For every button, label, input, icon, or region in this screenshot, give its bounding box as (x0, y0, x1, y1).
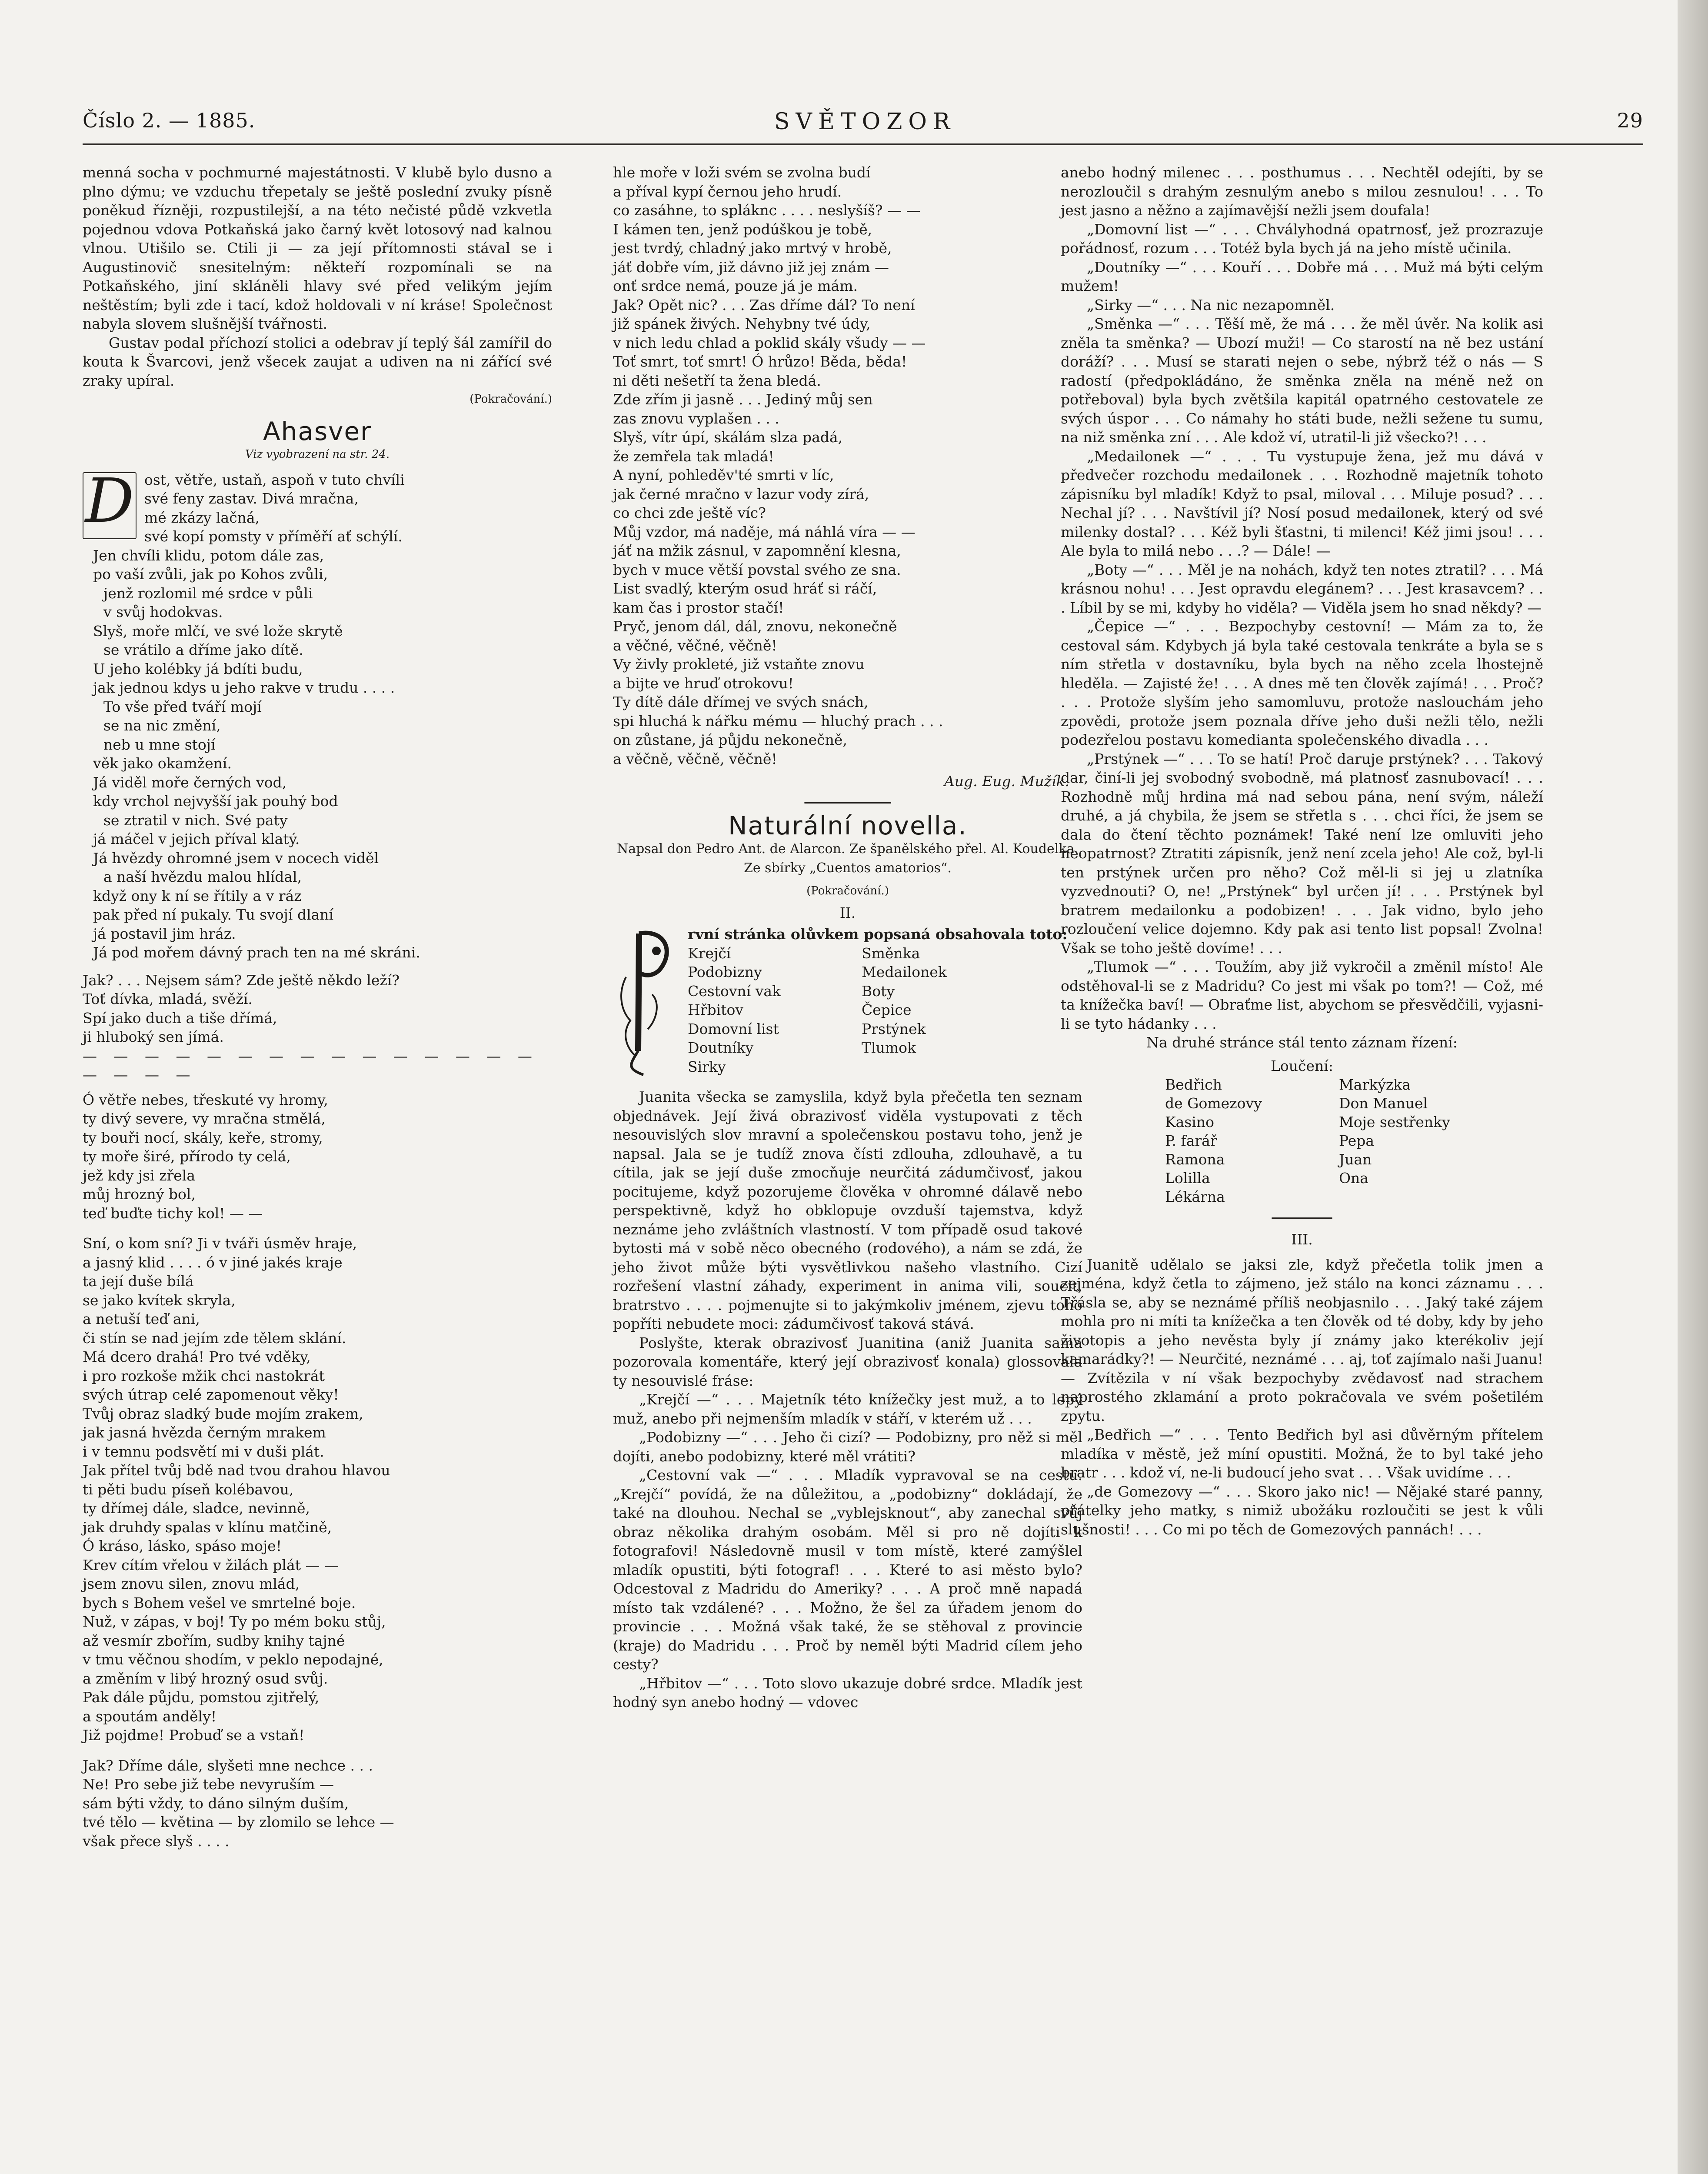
verse-line: a netuší teď ani, (83, 1310, 200, 1327)
verse-line: věk jako okamžení. (93, 755, 232, 772)
verse-line: teď buďte tichy kol! — — (83, 1204, 263, 1222)
chapter-opening (613, 925, 1082, 1076)
order-list-left (688, 944, 853, 1077)
list-item: Podobizny (688, 964, 762, 980)
verse-line: jež kdy jsi zřela (83, 1167, 196, 1184)
poem-stanza-1 (83, 465, 552, 962)
verse-line: jak černé mračno v lazur vody zírá, (613, 485, 869, 503)
list-item: Doutníky (688, 1039, 754, 1056)
verse-line: Vy živly prokleté, již vstaňte znovu (613, 656, 865, 673)
column-1 (83, 163, 552, 1851)
story-paragraph: „Bedřich —“ . . . Tento Bedřich byl asi důvěrným přítelem mladíka v městě, jež míní opustiti. Možná, že to byl také jeho bratr . . . kdož ví, ne-li budoucí jeho svat . . . Však uvidíme . . . (1061, 1426, 1543, 1481)
list-item: Lékárna (1165, 1188, 1225, 1205)
verse-line: i v temnu podsvětí mi v duši plát. (83, 1443, 324, 1460)
verse-line: že zemřela tak mladá! (613, 447, 774, 465)
chapter-heading: III. (1291, 1231, 1313, 1248)
list-item: Juan (1339, 1151, 1372, 1168)
novel-byline: Napsal don Pedro Ant. de Alarcon. Ze španělského přel. Al. Koudelka. (617, 841, 1079, 857)
verse-line: se jako kvítek skryla, (83, 1291, 236, 1309)
list-item: Medailonek (862, 964, 947, 980)
verse-line: List svadlý, kterým osud hráť si ráčí, (613, 580, 877, 597)
verse-line: se ztratil v nich. Své paty (103, 811, 288, 829)
list-item: Krejčí (688, 944, 731, 962)
verse-line: mé zkázy lačná, (144, 509, 260, 526)
story-paragraph: „Doutníky —“ . . . Kouří . . . Dobře má . . . Muž má býti celým mužem! (1061, 258, 1543, 294)
verse-line: Ó větře nebes, třeskuté vy hromy, (83, 1091, 328, 1108)
verse-line: Já pod mořem dávný prach ten na mé skráni. (93, 944, 420, 961)
verse-line: a změním v libý hrozný osud svůj. (83, 1670, 328, 1687)
section-divider (1272, 1217, 1332, 1219)
poem-stanza-3 (83, 1090, 552, 1223)
verse-line: a příval kypí černou jeho hrudí. (613, 183, 842, 200)
verse-line: neb u mne stojí (103, 736, 216, 753)
list-item: Kasino (1165, 1114, 1214, 1130)
verse-line: jáť na mžik zásnul, v zapomnění klesna, (613, 542, 901, 559)
order-list (688, 944, 1082, 1077)
story-paragraph: Gustav podal příchozí stolici a odebrav jí teplý šál zamířil do kouta k Švarcovi, jenž všecek zaujat a udiven na ni zářící své zraky upíral. (83, 334, 552, 389)
header-rule (83, 143, 1643, 145)
verse-line: Ty dítě dále dřímej ve svých snách, (613, 694, 869, 710)
poem-stanza-5 (83, 1756, 552, 1851)
verse-line: pak před ní pukaly. Tu svojí dlaní (93, 906, 334, 923)
verse-line: kdy vrchol nejvyšší jak pouhý bod (93, 793, 338, 810)
verse-line: ost, větře, ustaň, aspoň v tuto chvíli (144, 471, 405, 488)
list-item: Ramona (1165, 1151, 1225, 1168)
verse-line: Ne! Pro sebe již tebe nevyruším — (83, 1776, 334, 1793)
verse-line: Ó kráso, lásko, spáso moje! (83, 1537, 282, 1554)
verse-line: v tmu věčnou shodím, v peklo nepodajné, (83, 1651, 383, 1668)
verse-line: ty dřímej dále, sladce, nevinně, (83, 1500, 310, 1517)
list-item: Don Manuel (1339, 1095, 1428, 1112)
verse-line: já máčel v jejich příval klatý. (93, 830, 300, 847)
verse-line: či stín se nad jejím zde tělem sklání. (83, 1329, 346, 1347)
verse-line: jest tvrdý, chladný jako mrtvý v hrobě, (613, 240, 892, 257)
drop-cap: D (83, 472, 137, 539)
verse-line: To vše před tváří mojí (103, 698, 262, 715)
dash-separator: — — — — — — — — — — — — — — — — — — — (83, 1047, 538, 1083)
verse-line: v svůj hodokvas. (103, 604, 223, 620)
verse-line: když ony k ní se řítily a v ráz (93, 887, 302, 904)
verse-line: A nyní, pohleděv'té smrti v líc, (613, 467, 834, 483)
verse-line: Zde zřím ji jasně . . . Jediný můj sen (613, 391, 873, 408)
verse-line: Můj vzdor, má naděje, má náhlá víra — — (613, 523, 916, 540)
verse-line: po vaší zvůli, jak po Kohos zvůli, (93, 566, 328, 583)
verse-line: ta její duše bílá (83, 1273, 194, 1290)
verse-line: Toť smrt, toť smrt! Ó hrůzo! Běda, běda! (613, 353, 907, 370)
verse-line: však přece slyš . . . . (83, 1832, 230, 1850)
story-paragraph: „de Gomezovy —“ . . . Skoro jako nic! — Nějaké staré panny, přátelky jeho matky, s nimiž ubožáku rozloučiti se jest k vůli slušnosti! . . . Co mi po těch de Gomezových pannách! . . . (1061, 1483, 1543, 1538)
novel-collection: Ze sbírky „Cuentos amatorios“. (744, 860, 952, 876)
continuation-note: (Pokračování.) (806, 884, 889, 897)
story-paragraph: Poslyšte, kterak obrazivosť Juanitina (aniž Juanita sama pozorovala komentáře, který její obrazivosť konala) glossovala ty nesouvislé fráse: (613, 1334, 1082, 1389)
verse-line: tvé tělo — květina — by zlomilo se lehce — (83, 1814, 394, 1831)
verse-line: co zasáhne, to spláknc . . . . neslyšíš? — — (613, 202, 921, 219)
story-paragraph: „Medailonek —“ . . . Tu vystupuje žena, jež mu dává v předvečer rozchodu medailonek . . . Rozhodně majetník tohoto zápisníku byl mladík! Když to psal, miloval . . . Miluje posud? . . . Nechal jí? . . . Navštívil jí? Nosí posud medailonek, který od své milenky dostal? . . . Kéž byli šťastni, ti milenci! Kéž jimi jsou! . . . Ale byla to milá nebo . . .? — Dále! — (1061, 447, 1543, 559)
poem-title: Ahasver (263, 416, 372, 446)
verse-line: U jeho kolébky já bdíti budu, (93, 660, 303, 677)
story-paragraph: „Krejčí —“ . . . Majetník této knížečky jest muž, a to lepý muž, anebo při nejmenším mladík v stáří, v kterém už . . . (613, 1391, 1082, 1427)
verse-line: Krev cítím vřelou v žilách plát — — (83, 1556, 339, 1574)
story-paragraph: Na druhé stránce stál tento záznam řízení: (1146, 1034, 1458, 1051)
verse-line: onť srdce nemá, pouze já je mám. (613, 277, 858, 294)
verse-line: můj hrozný bol, (83, 1186, 196, 1203)
story-paragraph: „Domovní list —“ . . . Chvályhodná opatrnosť, jež prozrazuje pořádnosť, rozum . . . Totéž byla bych já na jeho místě učinila. (1061, 220, 1543, 257)
verse-line: Toť dívka, mladá, svěží. (83, 990, 253, 1007)
verse-line: on zůstane, já půjdu nekonečně, (613, 731, 847, 748)
farewell-list-left (1165, 1075, 1330, 1206)
verse-line: jenž rozlomil mé srdce v půli (103, 584, 313, 602)
story-paragraph: „Cestovní vak —“ . . . Mladík vypravoval se na cestu. „Krejčí“ povídá, že na důležitou, a „podobizny“ dokládají, že také na dlouhou. Nechal se „vyblejsknout“, aby zanechal svůj obraz několika drahým osobám. Měl si pro ně dojíti k fotografovi! Následovně musil v tom místě, které zamýšlel mladík opustiti, býti fotograf! . . . Které to asi město bylo? Odcestoval z Madridu do Ameriky? . . . A proč mně napadá místo tak vzdálené? . . . Možno, že šel za úřadem jenom do provincie . . . Možná však také, že se stěhoval z provincie (kraje) do Madridu . . . Proč by neměl býti Madrid cílem jeho cesty? (613, 1467, 1082, 1673)
verse-line: já postavil jim hráz. (93, 925, 236, 942)
page-header (83, 109, 1643, 143)
verse-line: Spí jako duch a tiše dřímá, (83, 1009, 277, 1027)
verse-line: Má dcero drahá! Pro tvé vděky, (83, 1348, 311, 1365)
list-item: Boty (862, 982, 895, 1000)
verse-line: Jak přítel tvůj bdě nad tvou drahou hlavou (83, 1462, 390, 1479)
verse-line: a věčné, věčné, věčně! (613, 637, 777, 654)
section-divider (804, 802, 891, 804)
verse-line: a bijte ve hruď otrokovu! (613, 674, 794, 692)
order-list-right (862, 944, 1027, 1077)
verse-line: ti pěti budu píseň kolébavou, (83, 1480, 294, 1498)
verse-line: ji hluboký sen jímá. (83, 1028, 224, 1045)
verse-line: ty divý severe, vy mračna stmělá, (83, 1110, 326, 1127)
novel-title: Naturální novella. (728, 810, 967, 840)
story-paragraph: menná socha v pochmurné majestátnosti. V klubě bylo dusno a plno dýmu; ve vzduchu třepetaly se ještě poslední zvuky písně poněkud řízněji, rozpustilejší, a na této nečisté půdě vzkvetla pojednou vdova Potkaňská jako čarný květ lotosový nad kalnou vlnou. Utišilo se. Ctili ji — za její přítomnosti stával se i Augustinovič snesitelným: někteří rozpomínali se na Potkaňského, jiní skláněli hlavy své před velikým jejím neštěstím; byli zde i tací, kdož holdovali v ní kráse! Společnost nabyla slovem slušnější tvářnosti. (83, 164, 552, 332)
verse-line: Já viděl moře černých vod, (93, 774, 287, 791)
verse-line: svých útrap celé zapomenout věky! (83, 1386, 339, 1403)
list-item: P. farář (1165, 1132, 1217, 1149)
chapter-heading: II. (839, 904, 856, 921)
story-paragraph: Juanitě udělalo se jaksi zle, když přečetla tolik jmen a zejména, když četla to zájmeno, jež stálo na konci záznamu . . . Třásla se, aby se neznámé příliš neobjasnilo . . . Jaký také zájem mohla pro ni míti ta knížečka a ten člověk od té doby, kdy by jeho životopis a jeho nevěsta byly jí známy jako kterékoliv její kamarádky?! — Neurčité, neznámé . . . aj, toť zajímalo naši Juanu! — Zvítězila v ní však bezpochyby zvědavosť nad strachem naprostého zklamání a proto pokračovala ve svém pošetilém zpytu. (1061, 1256, 1543, 1424)
verse-line: Jen chvíli klidu, potom dále zas, (93, 547, 324, 564)
verse-line: i pro rozkoše mžik chci nastokrát (83, 1367, 325, 1384)
story-paragraph: „Podobizny —“ . . . Jeho či cizí? — Podobizny, pro něž si měl dojíti, anebo podobizny, které měl vrátiti? (613, 1429, 1082, 1465)
list-item: Domovní list (688, 1020, 779, 1037)
farewell-list-right (1339, 1075, 1504, 1206)
verse-line: jáť dobře vím, již dávno již jej znám — (613, 258, 889, 276)
list-item: Ona (1339, 1170, 1368, 1187)
verse-line: sám býti vždy, to dáno silným duším, (83, 1794, 349, 1812)
story-paragraph: „Čepice —“ . . . Bezpochyby cestovní! — Mám za to, že cestoval sám. Kdybych já byla také cestovala tenkráte a byla se s ním střetla v dostavníku, byla bych na něho zcela lhostejně hleděla. — Zajisté že! . . . A dnes mě ten člověk zajímá! . . . Proč? . . . Protože slyším jeho samomluvu, protože naslouchám jeho zpovědi, protože jsem poznala dříve jeho duši nežli tělo, nežli podezřelou postavu komedianta společenského divadla . . . (1061, 618, 1543, 748)
list-item: Hřbitov (688, 1001, 744, 1018)
poem-continuation (613, 163, 1082, 768)
poem-signature: Aug. Eug. Mužík. (944, 773, 1069, 790)
verse-line: Sní, o kom sní? Ji v tváři úsměv hraje, (83, 1235, 357, 1252)
story-paragraph: anebo hodný milenec . . . posthumus . . . Nechtěl odejíti, by se nerozloučil s drahým zesnulým anebo s milou zesnulou! . . . To jest jasno a něžno a zajímavější nežli jsem doufala! (1061, 164, 1543, 219)
verse-line: I kámen ten, jenž podúškou je tobě, (613, 220, 872, 238)
verse-line: bych s Bohem vešel ve smrtelné boje. (83, 1594, 356, 1611)
verse-line: kam čas i prostor stačí! (613, 599, 784, 616)
verse-line: se vrátilo a dříme jako dítě. (103, 641, 303, 658)
verse-line: jsem znovu silen, znovu mlád, (83, 1575, 300, 1592)
verse-line: Jak? Dříme dále, slyšeti mne nechce . . . (83, 1757, 373, 1774)
list-item: Lolilla (1165, 1170, 1210, 1187)
verse-line: spi hluchá k nářku mému — hluchý prach . . . (613, 712, 943, 730)
verse-line: v nich ledu chlad a poklid skály všudy — — (613, 334, 926, 351)
verse-line: své feny zastav. Divá mračna, (144, 490, 359, 507)
story-paragraph: „Tlumok —“ . . . Toužím, aby již vykročil a změnil místo! Ale odstěhoval-li se z Madridu? Co jest mi však po tom?! — Což, mé ta knížečka baví! — Obraťme list, abychom se přesvědčili, vyjasni-li se tyto hádanky . . . (1061, 958, 1543, 1032)
verse-line: již spánek živých. Nehybny tvé údy, (613, 315, 871, 332)
story-paragraph: Juanita všecka se zamyslila, když byla přečetla ten seznam objednávek. Její živá obrazivosť viděla vystupovati z těch nesouvislých slov mravní a společenskou postavu toho, jenž je napsal. Jala se je tudíž znova čísti zdlouha, zdlouhavě, a tu cítila, jak se její duše zmocňuje neurčitá zádumčivosť, jakou pocitujeme, když pozorujeme člověka v ohromné dálavě nebo perspektivně, když ho obklopuje ovzduší tajemstva, když neznáme jeho zvláštních vlastností. V tom případě osud takové bytosti má v sobě něco obecného (rodového), a nám se zdá, že jeho život může býti vysvětlivkou našeho vlastního. Cizí rozřešení vlastní záhady, experiment in anima vili, soucit, bratrstvo . . . . pojmenujte si to jakýmkoliv jménem, zjevu toho popříti nebudete moci: zádumčivosť taková stává. (613, 1088, 1082, 1332)
page-number: 29 (1617, 109, 1643, 132)
verse-line: co chci zde ještě víc? (613, 504, 766, 521)
list-item: Tlumok (862, 1039, 916, 1056)
verse-line: a věčně, věčně, věčně! (613, 750, 777, 767)
verse-line: své kopí pomsty v příměří ať schýlí. (144, 528, 403, 545)
story-paragraph: „Směnka —“ . . . Těší mě, že má . . . že měl úvěr. Na kolik asi zněla ta směnka? — Ubozí muži! — Co starostí na ně bez ustání doráží? . . . Musí se starati nejen o sebe, nýbrž též o nás — S radostí (předpokládáno, že směnka zněla na méně než on potřeboval) byla bych zvětšila kapitál opatrného cestovatele ze svých úspor . . . Co námahy ho státi bude, nežli sežene tu sumu, na niž směnka zní . . . Ale kdož ví, utratil-li již všecko?! . . . (1061, 315, 1543, 446)
ornate-drop-cap (613, 925, 678, 1081)
verse-line: se na nic změní, (103, 717, 221, 734)
verse-line: Tvůj obraz sladký bude mojím zrakem, (83, 1405, 363, 1422)
verse-line: ty bouři nocí, skály, keře, stromy, (83, 1129, 323, 1146)
verse-line: jak jasná hvězda černým mrakem (83, 1424, 326, 1441)
poem-subtitle: Viz vyobrazení na str. 24. (245, 448, 390, 461)
column-2 (613, 163, 1082, 1712)
verse-line: až vesmír zbořím, sudby knihy tajné (83, 1632, 345, 1649)
farewell-heading: Loučení: (1271, 1057, 1333, 1074)
verse-line: Jak? Opět nic? . . . Zas dříme dál? To není (613, 296, 915, 313)
list-item: Moje sestřenky (1339, 1114, 1450, 1130)
verse-line: zas znovu vyplašen . . . (613, 410, 779, 427)
poem-stanza-4 (83, 1234, 552, 1745)
poem-stanza-2 (83, 971, 552, 1084)
ornate-p-icon (613, 925, 678, 1081)
farewell-list (1165, 1075, 1543, 1206)
list-item: Cestovní vak (688, 982, 781, 1000)
list-item: Směnka (862, 944, 920, 962)
list-item: Prstýnek (862, 1020, 926, 1037)
list-item: de Gomezovy (1165, 1095, 1262, 1112)
verse-line: Pak dále půjdu, pomstou zjitřelý, (83, 1689, 320, 1706)
verse-line: a spoutám anděly! (83, 1707, 217, 1725)
masthead-title: SVĚTOZOR (774, 109, 956, 135)
verse-line: Nuž, v zápas, v boj! Ty po mém boku stůj, (83, 1613, 386, 1630)
first-line: rvní stránka olůvkem popsaná obsahovala toto: (688, 926, 1068, 943)
verse-line: bych v muce větší povstal svého ze sna. (613, 561, 901, 578)
list-item: Pepa (1339, 1132, 1375, 1149)
issue-number: Číslo 2. — 1885. (83, 109, 256, 132)
story-paragraph: „Sirky —“ . . . Na nic nezapomněl. (1087, 296, 1335, 313)
list-item: Sirky (688, 1058, 726, 1075)
list-item: Markýzka (1339, 1076, 1411, 1093)
story-paragraph: „Hřbitov —“ . . . Toto slovo ukazuje dobré srdce. Mladík jest hodný syn anebo hodný — vdovec (613, 1674, 1082, 1711)
verse-line: a jasný klid . . . . ó v jiné jakés kraje (83, 1254, 343, 1271)
verse-line: Jak? . . . Nejsem sám? Zde ještě někdo leží? (83, 971, 400, 989)
verse-line: Já hvězdy ohromné jsem v nocech viděl (93, 849, 379, 867)
verse-line: ni děti nešetří ta žena bledá. (613, 372, 821, 389)
continuation-note: (Pokračování.) (469, 393, 552, 406)
page-binding-edge (1678, 0, 1708, 2174)
list-item: Bedřich (1165, 1076, 1222, 1093)
verse-line: Již pojdme! Probuď se a vstaň! (83, 1727, 305, 1744)
story-paragraph: „Prstýnek —“ . . . To se hatí! Proč daruje prstýnek? . . . Takový dar, činí-li jej svobodný svobodně, má platnosť zasnubovací! . . . Rozhodně můj hrdina má nad sebou pána, není svým, náleží druhé, a já chybila, že jsem se střetla s . . . chci říci, že jsem se dala do čtení těchto poznámek! Také není lze omluviti jeho neopatrnost? Ztratiti zápisník, jenž není zcela jeho! Ale což, byl-li ten prstýnek určen pro něho? Což měl-li si jej u zlatníka vyzvednouti? O, ne! „Prstýnek“ byl určen jí! . . . Prstýnek byl bratrem medailonku a podobizen! . . . Jak vidno, bylo jeho rozloučení velice dojemno. Kdy pak asi tento list popsal! Zvolna! Však se toho ještě dovíme! . . . (1061, 750, 1543, 957)
verse-line: jak jednou kdys u jeho rakve v trudu . . . . (93, 679, 395, 696)
column-3 (1061, 163, 1543, 1539)
verse-line: jak druhdy spalas v klínu matčině, (83, 1518, 332, 1536)
story-paragraph: „Boty —“ . . . Měl je na nohách, když ten notes ztratil? . . . Má krásnou nohu! . . . Jest opravdu elegánem? . . . Jest krasavcem? . . . Líbil by se mi, kdyby ho viděla? — Viděla jsem ho snad někdy? — (1061, 561, 1543, 616)
list-item: Čepice (862, 1001, 912, 1018)
verse-line: hle moře v loži svém se zvolna budí (613, 164, 871, 181)
verse-line: ty moře širé, přírodo ty celá, (83, 1148, 291, 1165)
verse-line: Pryč, jenom dál, dál, znovu, nekonečně (613, 618, 897, 635)
verse-line: Slyš, vítr úpí, skálám slza padá, (613, 429, 843, 446)
verse-line: a naší hvězdu malou hlídal, (103, 868, 302, 885)
verse-line: Slyš, moře mlčí, ve své lože skrytě (93, 622, 343, 640)
